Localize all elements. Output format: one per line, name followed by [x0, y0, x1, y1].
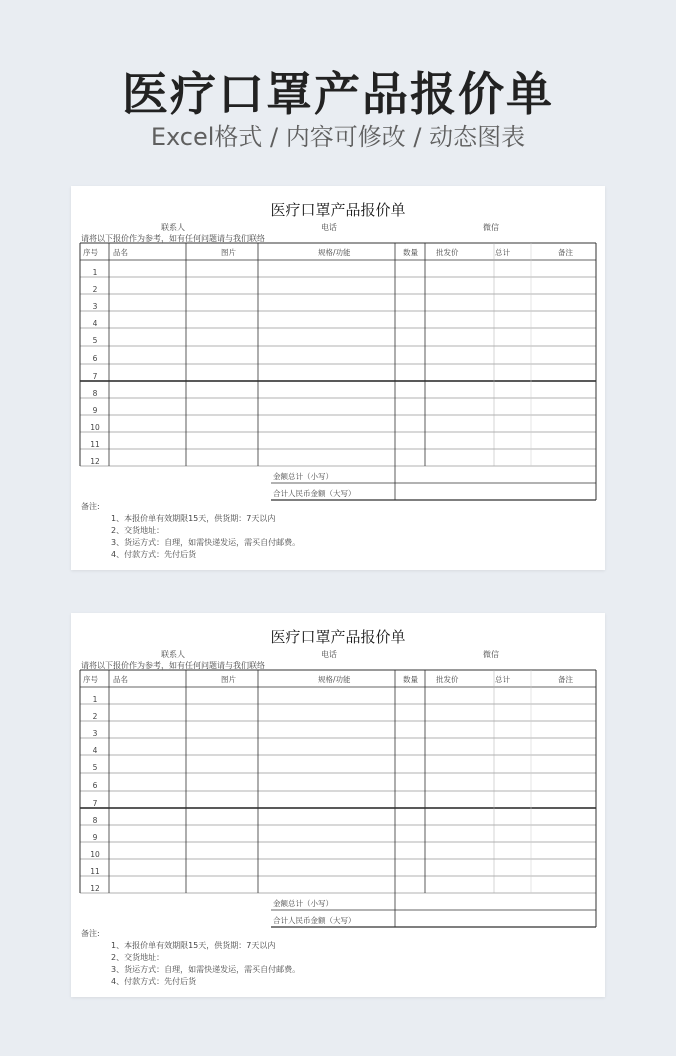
- column-header: 图片: [221, 248, 236, 257]
- row-number: 6: [92, 354, 98, 363]
- contact-label: 联系人: [161, 650, 185, 659]
- column-header: 品名: [113, 248, 128, 257]
- column-header: 图片: [221, 675, 236, 684]
- column-header: 规格/功能: [318, 248, 351, 257]
- column-header: 品名: [113, 675, 128, 684]
- column-header: 序号: [83, 675, 98, 684]
- row-number: 5: [92, 336, 98, 345]
- column-header: 备注: [558, 248, 573, 257]
- row-number: 9: [92, 406, 98, 415]
- row-number: 12: [90, 884, 100, 893]
- column-header: 数量: [403, 248, 418, 257]
- hero-subtitle: Excel格式 / 内容可修改 / 动态图表: [150, 123, 526, 151]
- remark-item: 4、付款方式：先付后货: [111, 977, 197, 986]
- row-number: 7: [92, 372, 98, 381]
- row-number: 8: [92, 389, 98, 398]
- row-number: 4: [92, 746, 98, 755]
- sheet-title: 医疗口罩产品报价单: [270, 201, 406, 219]
- remark-item: 2、交货地址：: [111, 526, 165, 535]
- column-header: 备注: [558, 675, 573, 684]
- column-header: 序号: [83, 248, 98, 257]
- phone-label: 电话: [321, 650, 337, 659]
- phone-label: 电话: [321, 223, 337, 232]
- row-number: 11: [90, 867, 100, 876]
- contact-label: 联系人: [161, 223, 185, 232]
- wechat-label: 微信: [483, 650, 499, 659]
- row-number: 9: [92, 833, 98, 842]
- row-number: 12: [90, 457, 100, 466]
- row-number: 1: [92, 695, 98, 704]
- remark-item: 3、货运方式：自理，如需快递发运，需买自付邮费。: [111, 538, 301, 547]
- reference-note: 请将以下报价作为参考，如有任何问题请与我们联络: [81, 234, 265, 243]
- row-number: 5: [92, 763, 98, 772]
- row-number: 6: [92, 781, 98, 790]
- reference-note: 请将以下报价作为参考，如有任何问题请与我们联络: [81, 661, 265, 670]
- column-header: 批发价: [436, 675, 459, 684]
- quotation-sheet-preview-2: [71, 613, 605, 997]
- remark-item: 4、付款方式：先付后货: [111, 550, 197, 559]
- total-amount-uppercase-label: 合计人民币金额（大写）: [273, 489, 356, 498]
- row-number: 10: [90, 423, 100, 432]
- total-amount-lowercase-label: 金额总计（小写）: [273, 472, 333, 481]
- row-number: 4: [92, 319, 98, 328]
- row-number: 3: [92, 729, 98, 738]
- row-number: 1: [92, 268, 98, 277]
- remarks-label: 备注:: [81, 929, 100, 938]
- hero-title: 医疗口罩产品报价单: [122, 67, 554, 121]
- row-number: 2: [92, 285, 98, 294]
- row-number: 2: [92, 712, 98, 721]
- remark-item: 2、交货地址：: [111, 953, 165, 962]
- row-number: 10: [90, 850, 100, 859]
- quotation-sheet-preview-1: [71, 186, 605, 570]
- row-number: 7: [92, 799, 98, 808]
- total-amount-uppercase-label: 合计人民币金额（大写）: [273, 916, 356, 925]
- column-header: 总计: [495, 675, 510, 684]
- remark-item: 1、本报价单有效期限15天，供货期：7天以内: [111, 941, 276, 950]
- wechat-label: 微信: [483, 223, 499, 232]
- column-header: 批发价: [436, 248, 459, 257]
- remarks-label: 备注:: [81, 502, 100, 511]
- column-header: 规格/功能: [318, 675, 351, 684]
- row-number: 11: [90, 440, 100, 449]
- column-header: 总计: [495, 248, 510, 257]
- row-number: 8: [92, 816, 98, 825]
- remark-item: 1、本报价单有效期限15天，供货期：7天以内: [111, 514, 276, 523]
- sheet-title: 医疗口罩产品报价单: [270, 628, 406, 646]
- total-amount-lowercase-label: 金额总计（小写）: [273, 899, 333, 908]
- column-header: 数量: [403, 675, 418, 684]
- row-number: 3: [92, 302, 98, 311]
- remark-item: 3、货运方式：自理，如需快递发运，需买自付邮费。: [111, 965, 301, 974]
